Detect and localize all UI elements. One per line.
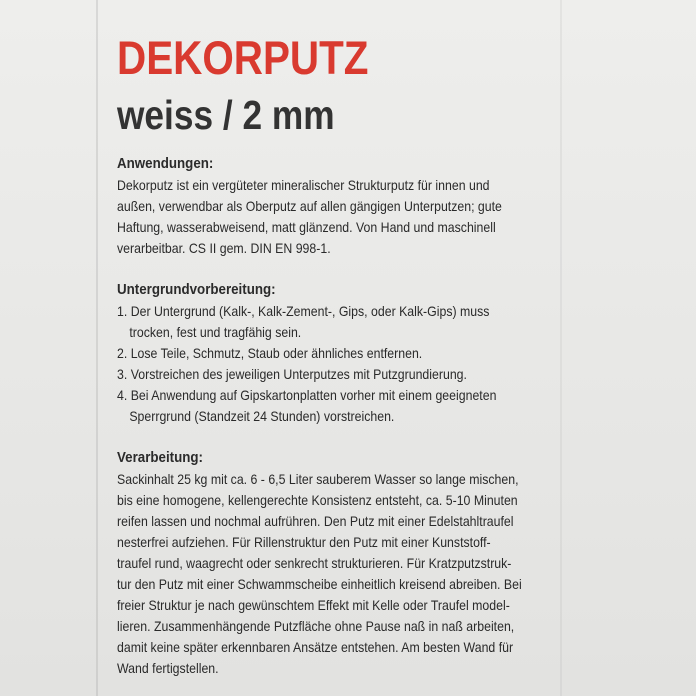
text-line: verarbeitbar. CS II gem. DIN EN 998-1. xyxy=(117,240,331,256)
text-line: bis eine homogene, kellengerechte Konsistenz entsteht, ca. 5-10 Minuten xyxy=(117,492,518,508)
section-verarbeitung xyxy=(117,448,696,679)
text-line: freier Struktur je nach gewünschtem Effekt mit Kelle oder Traufel model- xyxy=(117,597,510,613)
text-line: Sackinhalt 25 kg mit ca. 6 - 6,5 Liter sauberem Wasser so lange mischen, xyxy=(117,471,519,487)
section-untergrundvorbereitung xyxy=(117,280,696,427)
text-line: damit keine später erkennbaren Ansätze entstehen. Am besten Wand für xyxy=(117,639,514,655)
list-item: 4. Bei Anwendung auf Gipskartonplatten vorher mit einem geeigneten xyxy=(117,387,497,403)
paper-fold xyxy=(96,0,98,696)
text-line: tur den Putz mit einer Schwammscheibe einheitlich kreisend abreiben. Bei xyxy=(117,576,522,592)
text-line: außen, verwendbar als Oberputz auf allen gängigen Unterputzen; gute xyxy=(117,198,502,214)
list-item: 1. Der Untergrund (Kalk-, Kalk-Zement-, Gips, oder Kalk-Gips) muss xyxy=(117,303,490,319)
list-item-continuation: Sperrgrund (Standzeit 24 Stunden) vorstreichen. xyxy=(129,408,395,424)
section-heading: Untergrundvorbereitung: xyxy=(117,282,276,298)
product-title: DEKORPUTZ xyxy=(117,31,369,84)
list-item: 3. Vorstreichen des jeweiligen Unterputzes mit Putzgrundierung. xyxy=(117,366,467,382)
text-line: Haftung, wasserabweisend, matt glänzend. Von Hand und maschinell xyxy=(117,219,496,235)
section-anwendungen xyxy=(117,154,696,259)
list-item: 2. Lose Teile, Schmutz, Staub oder ähnliches entfernen. xyxy=(117,345,423,361)
text-line: traufel rund, waagrecht oder senkrecht strukturieren. Für Kratzputzstruk- xyxy=(117,555,512,571)
text-line: Wand fertigstellen. xyxy=(117,660,219,676)
section-heading: Verarbeitung: xyxy=(117,450,203,466)
section-heading: Anwendungen: xyxy=(117,156,214,172)
text-line: reifen lassen und nochmal aufrühren. Den Putz mit einer Edelstahltraufel xyxy=(117,513,514,529)
text-line: lieren. Zusammenhängende Putzfläche ohne Pause naß in naß arbeiten, xyxy=(117,618,515,634)
product-subtitle: weiss / 2 mm xyxy=(117,92,335,138)
list-item-continuation: trocken, fest und tragfähig sein. xyxy=(129,324,302,340)
text-line: nesterfrei aufziehen. Für Rillenstruktur den Putz mit einer Kunststoff- xyxy=(117,534,491,550)
text-line: Dekorputz ist ein vergüteter mineralischer Strukturputz für innen und xyxy=(117,177,490,193)
